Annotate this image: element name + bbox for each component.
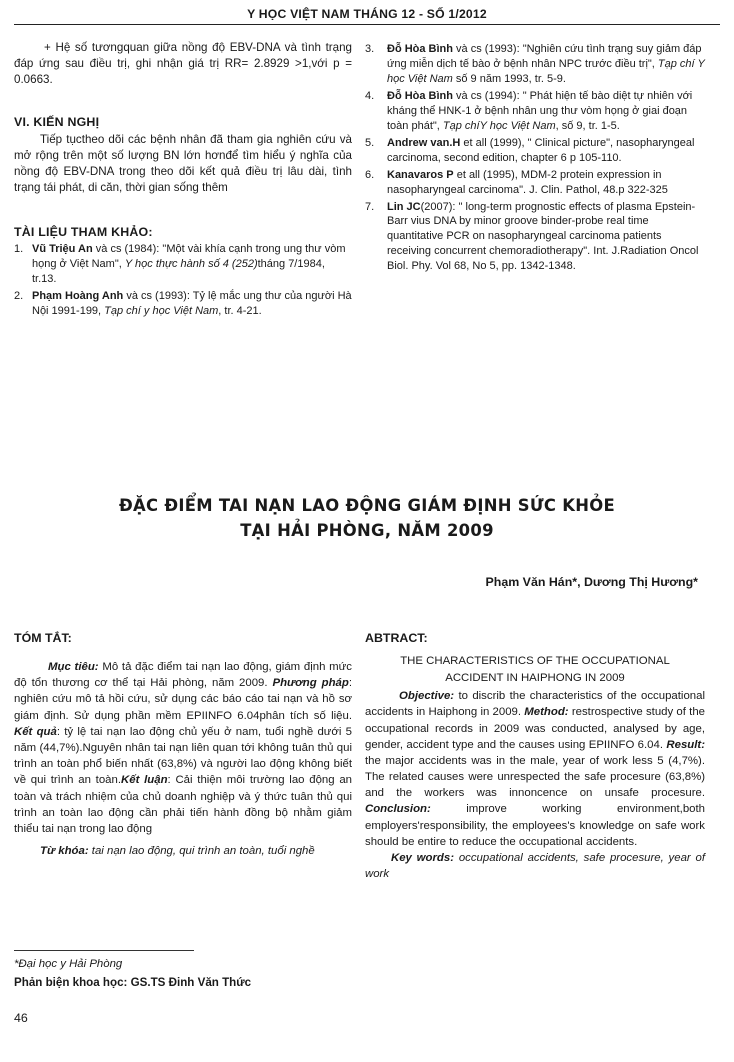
en-method-text: restrospective study of the occupational records in 2009 was conducted, analysed by age, gender, accident type and the causes using EPIINFO 6.04. <box>365 706 705 751</box>
reference-number: 4. <box>365 89 375 102</box>
reference-source: Tạp chí y học Việt Nam <box>104 304 219 317</box>
vn-abstract-heading: TÓM TẮT: <box>14 631 72 645</box>
reference-text: và cs (1994): " Phát hiện tế bào diệt tự nhiên với kháng thể HNK-1 ở bệnh nhân ung thư vòm họng ở giai đoạn toàn phát", <box>387 89 693 132</box>
article-authors: Phạm Văn Hán*, Dương Thị Hương* <box>485 575 698 589</box>
reference-number: 6. <box>365 168 375 181</box>
reference-item <box>365 42 705 87</box>
reference-tail: , số 9, tr. 1-5. <box>555 119 620 132</box>
en-objective-label: Objective: <box>399 690 455 703</box>
en-conclusion-text: improve working environment,both employers'responsibility, the employees's knowledge on safe work should be entire to reduce the occupational accidents. <box>365 803 705 848</box>
prev-article-left-column <box>14 40 352 321</box>
reference-number: 5. <box>365 136 375 149</box>
reference-number: 2. <box>14 289 24 302</box>
reference-author: Đỗ Hòa Bình <box>387 43 453 55</box>
en-subtitle-line-1: THE CHARACTERISTICS OF THE OCCUPATIONAL <box>400 655 670 668</box>
reference-author: Kanavaros P <box>387 168 454 181</box>
vn-keywords <box>14 843 352 859</box>
en-keywords-label: Key words: <box>391 852 455 865</box>
reference-source: Tạp chíY học Việt Nam <box>442 119 556 132</box>
vn-abstract-body <box>14 659 352 837</box>
en-keywords <box>365 850 705 882</box>
en-objective-text: to discrib the characteristics of the occupational accidents in Haiphong in 2009. <box>365 690 705 719</box>
reference-text: và cs (1993): "Nghiên cứu tình trạng suy giảm đáp ứng miễn dịch tế bào ở bệnh nhân NPC trước điều trị", <box>387 43 702 70</box>
vietnamese-abstract <box>14 630 352 859</box>
reference-text: (2007): " long-term prognostic effects of plasma Epstein- Barr vius DNA by minor groove binder-probe real time quantitative PCR on nasopharyngeal carcinoma patients receiving concurrent chemoradiotherapy". Int. J.Radiation Oncol Biol. Phy. Vol 68, No 5, pp. 1342-1348. <box>387 200 699 273</box>
reference-text: et all (1999), " Clinical picture", nasopharyngeal carcinoma, second edition, chapter 6 p 105-110. <box>387 136 695 164</box>
english-abstract <box>365 630 705 882</box>
vn-keywords-label: Từ khóa: <box>40 845 89 858</box>
vn-objective-text: Mô tả đặc điểm tai nạn lao động, giám định mức độ tổn thương cơ thể tại Hải phòng, năm 2009. <box>14 661 352 690</box>
en-result-label: Result: <box>666 738 705 751</box>
en-conclusion-label: Conclusion: <box>365 803 431 816</box>
vn-objective-label: Mục tiêu: <box>48 661 99 674</box>
reference-number: 3. <box>365 43 375 55</box>
prev-article-right-column <box>365 42 705 276</box>
author-affiliation: *Đại học y Hải Phòng <box>14 958 123 970</box>
vn-conclusion-text: : Cải thiện môi trường lao động an toàn và trách nhiệm của chủ doanh nghiệp và ý thức tuân thủ qui trình an toàn lao động cần phải tiến hành đồng bộ nhằm giảm thiểu tai nạn trong lao động <box>14 774 352 835</box>
en-abstract-subtitle <box>365 653 705 686</box>
reference-text: và cs (1993): Tỷ lệ mắc ung thư của người Hà Nội 1991-199, <box>32 289 352 317</box>
reference-number: 1. <box>14 243 24 256</box>
references-heading: TÀI LIỆU THAM KHẢO: <box>14 225 153 239</box>
en-subtitle-line-2: ACCIDENT IN HAIPHONG IN 2009 <box>445 671 625 684</box>
correlation-result-paragraph: + Hệ số tươngquan giữa nồng độ EBV-DNA và tình trạng đáp ứng sau điều trị, ghi nhận giá trị RR= 2.8929 >1,với p = 0.0663. <box>14 41 352 86</box>
en-abstract-heading: ABTRACT: <box>365 631 428 645</box>
reference-author: Đỗ Hòa Bình <box>387 89 453 102</box>
reference-author: Vũ Triệu An <box>32 243 93 256</box>
reference-tail: , tr. 4-21. <box>218 304 262 317</box>
reference-item <box>365 136 705 166</box>
recommendation-paragraph: Tiếp tụctheo dõi các bệnh nhân đã tham gia nghiên cứu và mở rộng trên một số lượng BN lớn hơnđể tìm hiểu ý nghĩa của nồng độ EBV-DNA trong theo dõi kết quả điều trị lâu dài, tình trạng tái phát, di căn, thời gian sống thêm <box>14 133 352 195</box>
reference-author: Lin JC <box>387 200 421 213</box>
reference-source: Y học thực hành số 4 (252) <box>124 258 258 271</box>
vn-conclusion-label: Kết luận <box>121 774 168 787</box>
article-title-line-2: TẠI HẢI PHÒNG, NĂM 2009 <box>240 521 494 541</box>
reference-author: Andrew van.H <box>387 136 461 149</box>
footnote-divider <box>14 950 194 951</box>
reference-number: 7. <box>365 200 375 213</box>
reference-item <box>365 89 705 134</box>
article-title <box>40 493 694 544</box>
scientific-reviewer: Phản biện khoa học: GS.TS Đinh Văn Thức <box>14 976 252 989</box>
reference-item <box>14 289 352 319</box>
en-keywords-text: occupational accidents, safe procesure, year of work <box>365 852 705 881</box>
reference-text: et all (1995), MDM-2 protein expression in nasopharyngeal carcinoma". J. Clin. Pathol, 48.p 322-325 <box>387 168 668 196</box>
vn-method-text: : nghiên cứu mô tả hồi cứu, sử dụng các báo cáo tai nạn và hồ sơ giám định. Sử dụng phần mềm EPIINFO 6.04phân tích số liệu. <box>14 677 353 722</box>
page-number: 46 <box>14 1011 28 1025</box>
en-method-label: Method: <box>524 706 569 719</box>
reference-source: Tạp chí Y học Việt Nam <box>387 57 705 85</box>
reference-item <box>365 200 705 275</box>
header-divider <box>14 24 720 25</box>
article-title-line-1: ĐẶC ĐIỂM TAI NẠN LAO ĐỘNG GIÁM ĐỊNH SỨC KHỎE <box>119 496 615 515</box>
reference-tail: số 9 năm 1993, tr. 5-9. <box>452 72 566 85</box>
reference-text: và cs (1984): "Một vài khía cạnh trong ung thư vòm họng ở Việt Nam", <box>32 243 346 271</box>
en-result-text: the major accidents was in the male, year of work less 5 (4,7%). The related causes were unrespected the safe procesure (63,8%) and the workers was innoncence on unsafe procesure. <box>365 754 705 800</box>
references-list-left <box>14 242 352 319</box>
vn-keywords-text: tai nạn lao động, qui trình an toàn, tuổi nghề <box>88 845 315 858</box>
running-header: Y HỌC VIỆT NAM THÁNG 12 - SỐ 1/2012 <box>247 7 487 21</box>
recommendation-heading: VI. KIẾN NGHỊ <box>14 114 100 129</box>
en-abstract-body <box>365 688 705 850</box>
reference-item <box>14 242 352 287</box>
reference-author: Phạm Hoàng Anh <box>32 289 124 302</box>
reference-item <box>365 168 705 198</box>
references-list-right <box>365 42 705 274</box>
vn-result-text: : tỷ lệ tai nạn lao động chủ yếu ở nam, tuổi nghề dưới 5 năm (44,7%).Nguyên nhân tai nạn liên quan tới không tuân thủ qui trình an toàn phổ biến nhất (63,8%) và người lao động không biết về qui trình an toàn. <box>14 725 352 787</box>
reference-tail: tháng 7/1984, tr.13. <box>32 258 325 286</box>
vn-result-label: Kết quả <box>14 725 57 738</box>
vn-method-label: Phương pháp <box>272 677 349 690</box>
